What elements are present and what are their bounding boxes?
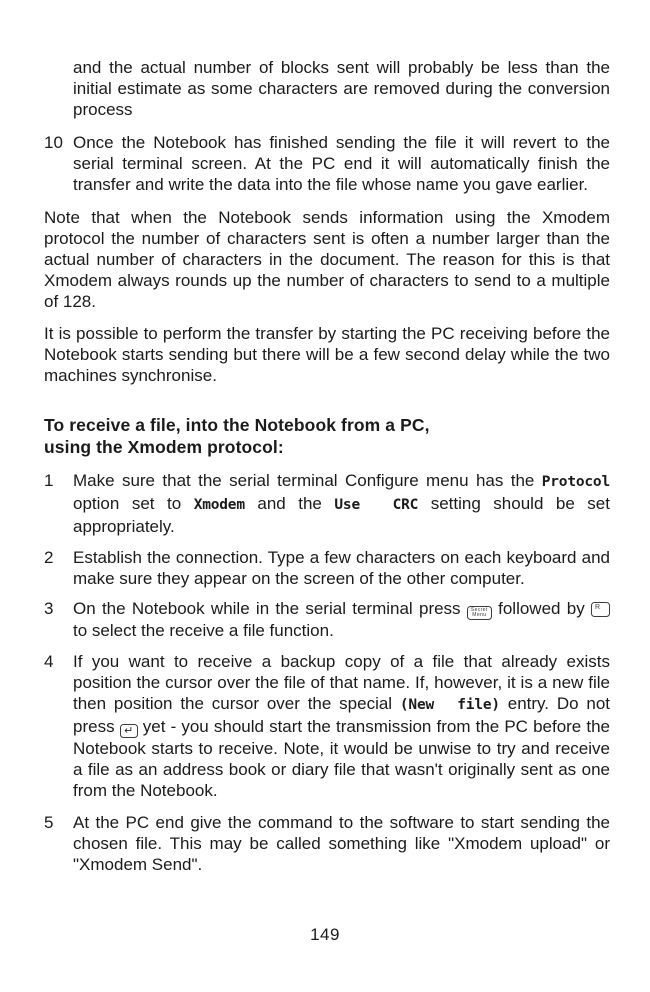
r-key-label: R — [595, 603, 601, 611]
item-number: 10 — [44, 133, 63, 152]
item-number: 3 — [44, 599, 54, 618]
item-number: 2 — [44, 548, 54, 567]
item-text-segment: Make sure that the serial terminal Configure menu has the — [73, 471, 542, 490]
list-item-10 — [44, 132, 610, 195]
item-text-segment: to select the receive a file function. — [73, 621, 334, 640]
item-number: 5 — [44, 813, 54, 832]
list-item-5 — [44, 812, 610, 875]
list-item-2 — [44, 547, 610, 589]
section-heading-line2: using the Xmodem protocol: — [44, 437, 284, 457]
page-content — [44, 57, 610, 875]
item-number: 4 — [44, 652, 54, 671]
paragraph-note-xmodem: Note that when the Notebook sends information using the Xmodem protocol the number of characters sent is often a number larger than the actual number of characters in the document. The reason for this is that Xmodem always rounds up the number of characters to send to a multiple of 128. — [44, 208, 610, 311]
r-key-icon — [591, 602, 610, 617]
paragraph-continuation: and the actual number of blocks sent will probably be less than the initial estimate as some characters are removed during the conversion process — [73, 58, 610, 119]
code-new-file: (New file) — [399, 697, 500, 713]
item-text-segment: If you want to receive a backup copy of a file that already exists position the cursor over the file of that name. If, however, it is a new file then position the cursor over the special — [73, 652, 610, 713]
paragraph-note-delay: It is possible to perform the transfer by starting the PC receiving before the Notebook starts sending but there will be a few second delay while the two machines synchronise. — [44, 324, 610, 385]
item-text-segment: On the Notebook while in the serial terminal press — [73, 599, 467, 618]
item-text-segment: entry. Do not press — [73, 694, 611, 736]
code-protocol: Protocol — [541, 474, 610, 490]
item-text-segment: yet - you should start the transmission from the PC before the Notebook starts to receive. Note, it would be unwise to try and receive a file as an address book or diary file that wasn't originally sent as one from the Notebook. — [73, 717, 611, 800]
page-number: 149 — [310, 925, 340, 944]
section-heading — [44, 414, 610, 458]
item-text-segment: setting should be set appropriately. — [73, 494, 610, 536]
code-xmodem: Xmodem — [193, 497, 245, 513]
item-number: 1 — [44, 471, 54, 490]
item-text: Once the Notebook has finished sending the file it will revert to the serial terminal screen. At the PC end it will automatically finish the transfer and write the data into the file whose name you gave earlier. — [73, 133, 610, 194]
secret-menu-key-top-label: Secret — [470, 607, 488, 613]
item-text-segment: followed by — [491, 599, 592, 618]
list-item-4 — [44, 651, 610, 801]
item-text: At the PC end give the command to the software to start sending the chosen file. This may be called something like "Xmodem upload" or "Xmodem Send". — [73, 813, 610, 874]
item-text-segment: and the — [244, 494, 335, 513]
code-use-crc: Use CRC — [334, 497, 419, 513]
item-text — [73, 598, 610, 641]
secret-menu-key-bottom-label: Menu — [472, 612, 487, 618]
enter-key-icon: ↵ — [120, 724, 138, 738]
item-text: Establish the connection. Type a few characters on each keyboard and make sure they appear on the screen of the other computer. — [73, 548, 610, 588]
item-text — [73, 470, 610, 537]
list-item-3 — [44, 598, 610, 641]
item-text-segment: option set to — [73, 494, 194, 513]
item-text — [73, 651, 610, 801]
secret-menu-key-icon — [467, 606, 492, 621]
list-item-1 — [44, 470, 610, 537]
section-heading-line1: To receive a file, into the Notebook from a PC, — [44, 415, 430, 435]
